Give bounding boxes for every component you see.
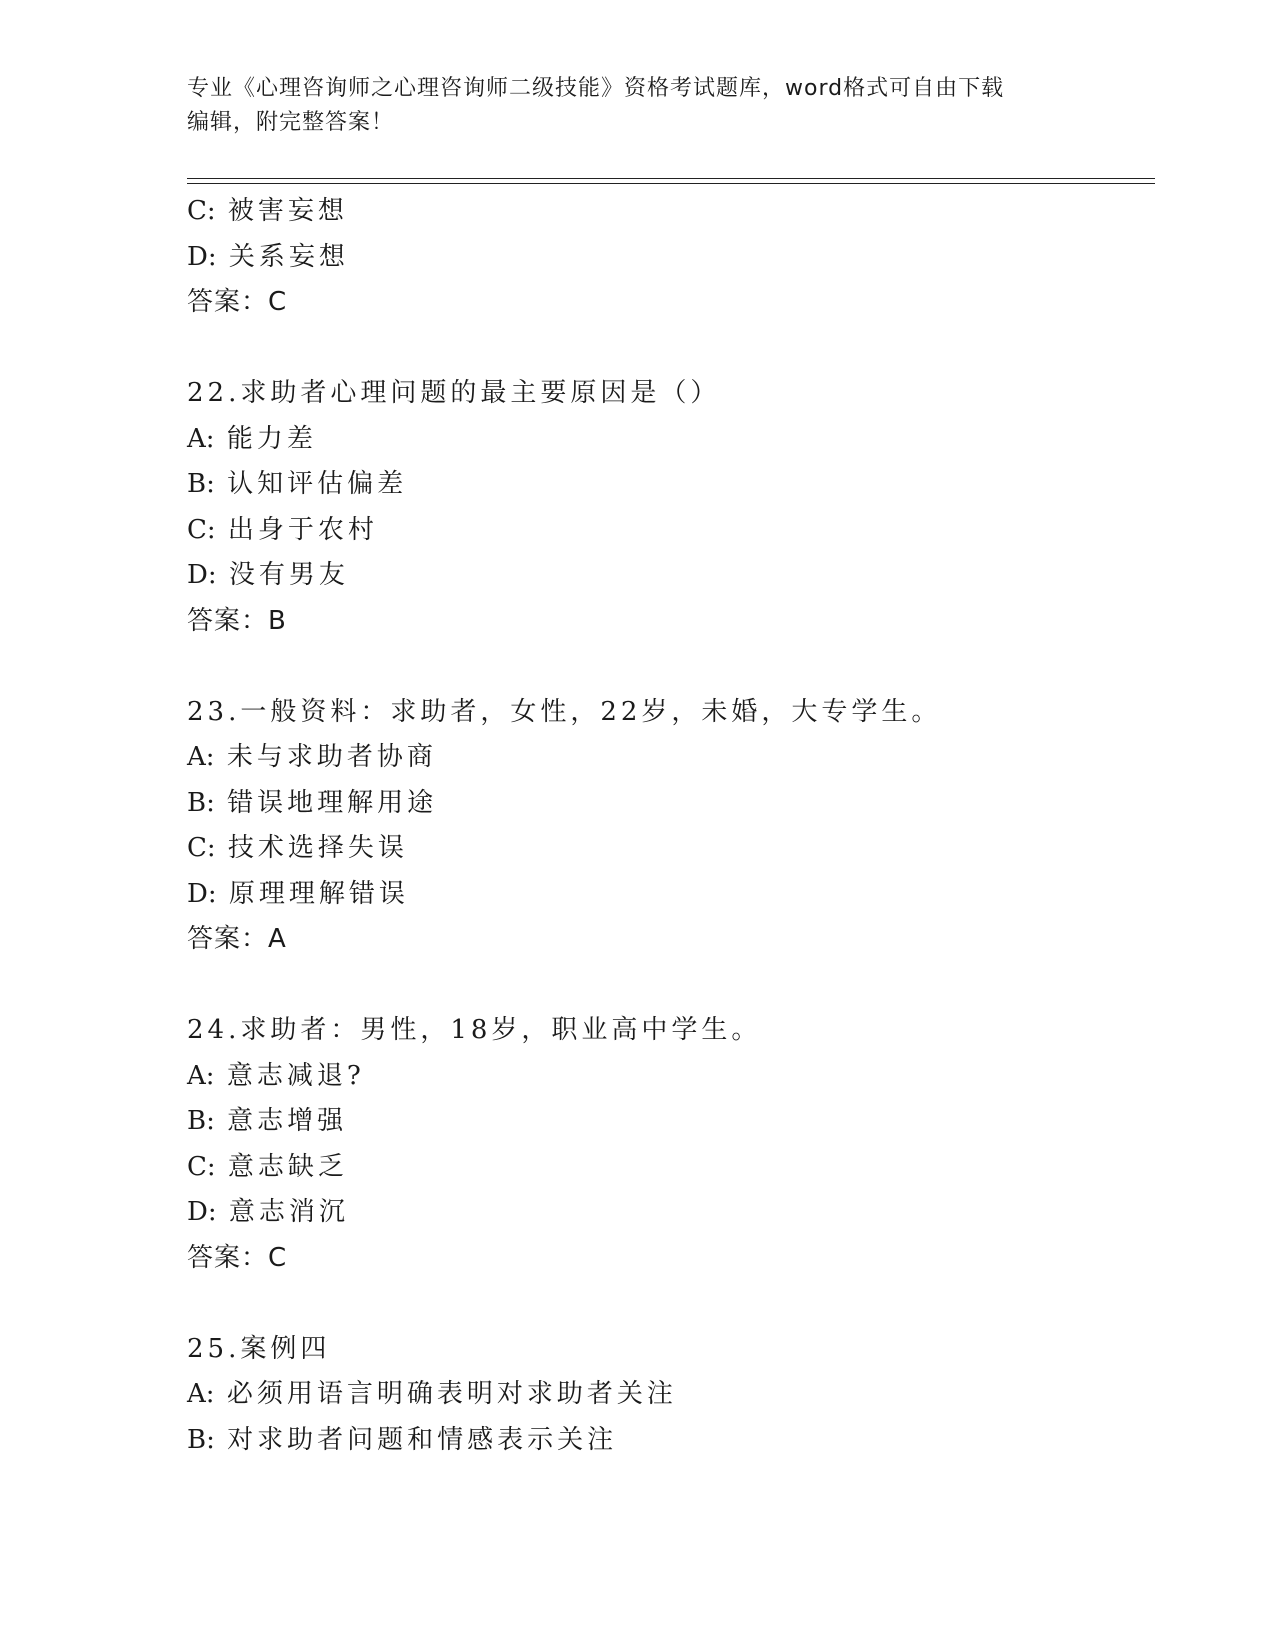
header-line-1: 专业《心理咨询师之心理咨询师二级技能》资格考试题库，word格式可自由下载	[187, 76, 1005, 101]
answer-line: 答案：C	[187, 1242, 288, 1273]
answer-line: 答案：A	[187, 924, 287, 954]
option-a: A: 未与求助者协商	[187, 742, 437, 772]
question-list	[187, 189, 1147, 1463]
question-stem: 25.案例四	[187, 1333, 331, 1364]
question-stem: 23.一般资料：求助者，女性，22岁，未婚，大专学生。	[187, 696, 942, 727]
header-rule-top	[187, 178, 1155, 179]
option-c: C: 被害妄想	[187, 196, 348, 226]
option-d: D: 原理理解错误	[187, 878, 409, 909]
option-c: C: 出身于农村	[187, 514, 378, 545]
option-c: C: 意志缺乏	[187, 1151, 348, 1182]
option-b: B: 认知评估偏差	[187, 469, 408, 499]
header-rule-bottom	[187, 183, 1155, 184]
header-line-2: 编辑，附完整答案！	[187, 110, 395, 135]
option-b: B: 意志增强	[187, 1106, 348, 1136]
question-stem: 22.求助者心理问题的最主要原因是（）	[187, 378, 721, 408]
option-a: A: 能力差	[187, 423, 317, 454]
option-d: D: 意志消沉	[187, 1197, 349, 1227]
option-b: B: 错误地理解用途	[187, 787, 438, 818]
answer-line: 答案：B	[187, 605, 287, 636]
option-d: D: 关系妄想	[187, 241, 349, 272]
option-d: D: 没有男友	[187, 560, 349, 590]
answer-line: 答案：C	[187, 287, 288, 317]
option-b: B: 对求助者问题和情感表示关注	[187, 1424, 618, 1455]
question-stem: 24.求助者：男性，18岁，职业高中学生。	[187, 1015, 762, 1045]
document-header	[187, 72, 1087, 140]
option-a: A: 意志减退?	[187, 1060, 365, 1091]
option-a: A: 必须用语言明确表明对求助者关注	[187, 1379, 677, 1409]
option-c: C: 技术选择失误	[187, 833, 408, 863]
